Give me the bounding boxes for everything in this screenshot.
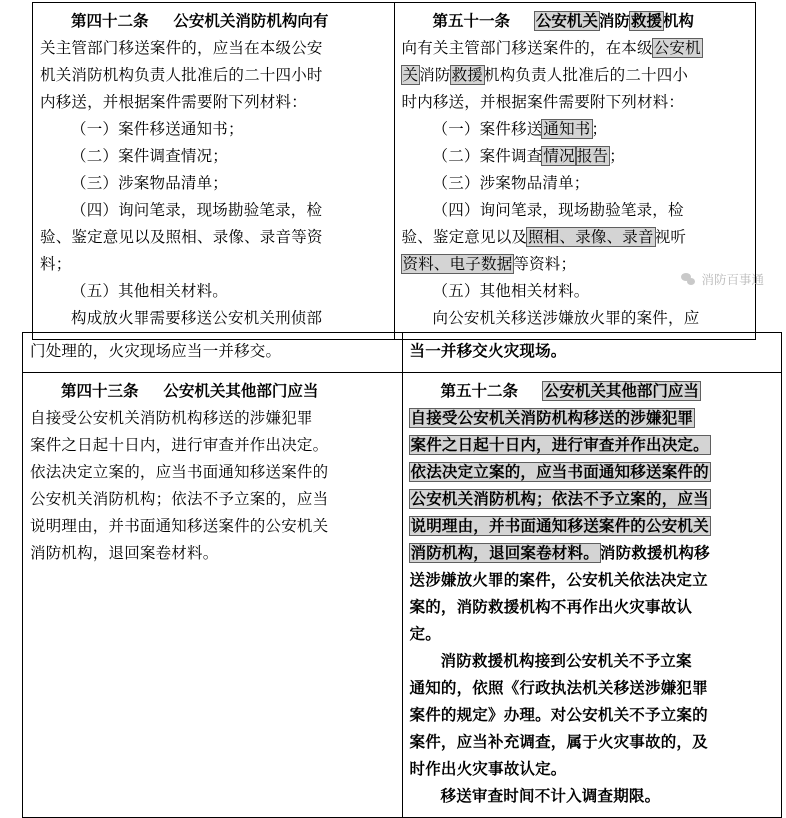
text-segment: （二）案件调查 — [432, 147, 543, 165]
table-cell-new-continuation — [402, 333, 782, 373]
revision-highlight: 报告 — [576, 147, 609, 165]
article-paragraph-2-line: 案件，应当补充调查，属于火灾事故的，及 — [409, 733, 708, 751]
article-heading-43 — [30, 378, 395, 405]
revision-highlight: 公安机关其他部门应当 — [543, 382, 699, 400]
revision-highlight: 照相、录像、录音 — [528, 228, 654, 246]
article-body-line: 关主管部门移送案件的，应当在本级公安 — [40, 39, 323, 57]
article-paragraph-3-line: 移送审查时间不计入调查期限。 — [440, 787, 661, 805]
article-body-line: 案件之日起十日内，进行审查并作出决定。 — [30, 436, 329, 454]
table-row — [23, 333, 782, 373]
text-segment: 验、鉴定意见以及 — [401, 228, 528, 246]
article-item-4: （四）询问笔录，现场勘验笔录，检 — [432, 201, 684, 219]
text-segment: ； — [591, 120, 608, 138]
article-body-line — [402, 224, 749, 251]
revision-highlight: 消防机构，退回案卷材料。 — [410, 544, 599, 562]
article-heading-52 — [410, 378, 775, 405]
revision-highlight: 自接受公安机关消防机构移送的涉嫌犯罪 — [410, 409, 694, 427]
article-body-line: 验、鉴定意见以及照相、录像、录音等资 — [40, 228, 323, 246]
article-body-line — [402, 35, 749, 62]
table-row — [23, 373, 782, 818]
revision-highlight: 通知书 — [543, 120, 591, 138]
article-paragraph-2-line: 时作出火灾事故认定。 — [409, 760, 567, 778]
heading-plain: 消防 — [598, 12, 630, 30]
article-item-3: （三）涉案物品清单； — [432, 174, 590, 192]
revision-highlight: 案件之日起十日内，进行审查并作出决定。 — [410, 436, 709, 454]
revision-highlight: 救援 — [630, 12, 662, 30]
table-cell-old-article-43 — [23, 373, 403, 818]
text-segment: （一）案件移送 — [432, 120, 543, 138]
article-item-2 — [402, 143, 749, 170]
table-row — [33, 3, 756, 340]
revision-highlight: 资料、电子数据 — [402, 255, 513, 273]
article-body-line: 机关消防机构负责人批准后的二十四小时 — [40, 66, 323, 84]
article-number: 第四十三条 — [61, 382, 139, 400]
continuation-line: 当一并移交火灾现场。 — [409, 342, 567, 360]
text-segment: 消防 — [419, 66, 451, 84]
article-body-line: 公安机关消防机构；依法不予立案的，应当 — [30, 490, 329, 508]
article-body-line: 向公安机关移送涉嫌放火罪的案件，应 — [432, 309, 700, 327]
article-body-line: 料； — [40, 255, 72, 273]
article-body-line — [410, 405, 775, 432]
article-item-1: （一）案件移送通知书； — [71, 120, 244, 138]
text-segment: 等资料； — [513, 255, 577, 273]
article-body-line — [410, 513, 775, 540]
article-body-line: 依法决定立案的，应当书面通知移送案件的 — [30, 463, 329, 481]
article-heading-text: 公安机关其他部门应当 — [163, 382, 319, 400]
article-body-line: 案的，消防救援机构不再作出火灾事故认 — [409, 598, 693, 616]
article-item-2: （二）案件调查情况； — [71, 147, 229, 165]
article-item-4: （四）询问笔录，现场勘验笔录，检 — [71, 201, 323, 219]
revision-highlight: 救援 — [451, 66, 484, 84]
revision-highlight: 公安机关消防机构；依法不予立案的，应当 — [410, 490, 709, 508]
article-heading-text: 公安机关消防机构向有 — [173, 12, 329, 30]
watermark-text: 消防百事通 — [701, 272, 764, 287]
watermark-stamp — [681, 270, 764, 288]
text-segment: 向有关主管部门移送案件的，在本级 — [401, 39, 653, 57]
comparison-table-bottom — [22, 332, 782, 818]
article-body-line — [410, 432, 775, 459]
article-body-line: 送涉嫌放火罪的案件，公安机关依法决定立 — [409, 571, 708, 589]
text-segment: 消防救援机构移 — [599, 544, 710, 562]
article-body-line: 自接受公安机关消防机构移送的涉嫌犯罪 — [30, 409, 313, 427]
continuation-line: 门处理的，火灾现场应当一并移交。 — [30, 342, 282, 360]
revision-highlight: 依法决定立案的，应当书面通知移送案件的 — [410, 463, 709, 481]
article-number: 第五十一条 — [432, 12, 511, 30]
article-item-5: （五）其他相关材料。 — [71, 282, 229, 300]
revision-highlight: 公安机关 — [535, 12, 598, 30]
revision-highlight: 关 — [402, 66, 419, 84]
article-body-line — [410, 459, 775, 486]
article-body-line: 消防机构，退回案卷材料。 — [30, 544, 219, 562]
article-item-3: （三）涉案物品清单； — [71, 174, 229, 192]
article-number: 第四十二条 — [71, 12, 149, 30]
wechat-icon — [681, 273, 696, 286]
text-segment: 机构负责人批准后的二十四小 — [484, 66, 689, 84]
heading-plain: 机构 — [662, 12, 694, 30]
text-segment: 视听 — [654, 228, 687, 246]
article-heading-51 — [402, 8, 749, 35]
revision-highlight: 情况 — [543, 147, 575, 165]
comparison-table-top — [32, 2, 756, 340]
article-body-line: 说明理由，并书面通知移送案件的公安机关 — [30, 517, 329, 535]
article-item-5: （五）其他相关材料。 — [432, 282, 590, 300]
table-cell-old-continuation — [23, 333, 403, 373]
article-paragraph-2-line: 案件的规定》办理。对公安机关不予立案的 — [409, 706, 708, 724]
table-cell-old-article-42 — [33, 3, 395, 340]
article-paragraph-2-line: 消防救援机构接到公安机关不予立案 — [440, 652, 692, 670]
revision-highlight: 公安机 — [653, 39, 701, 57]
article-body-line — [410, 486, 775, 513]
article-paragraph-2-line: 通知的，依照《行政执法机关移送涉嫌犯罪 — [409, 679, 708, 697]
table-cell-new-article-51 — [394, 3, 756, 340]
text-segment: ； — [609, 147, 625, 165]
article-body-line — [410, 540, 775, 567]
article-heading-42 — [40, 8, 387, 35]
article-body-line: 内移送，并根据案件需要附下列材料： — [40, 93, 307, 111]
article-body-line — [402, 62, 749, 89]
article-body-line: 时内移送，并根据案件需要附下列材料： — [401, 93, 685, 111]
revision-highlight: 说明理由，并书面通知移送案件的公安机关 — [410, 517, 709, 535]
article-body-line: 定。 — [409, 625, 441, 643]
article-body-line: 构成放火罪需要移送公安机关刑侦部 — [71, 309, 323, 327]
article-number: 第五十二条 — [440, 382, 519, 400]
table-cell-new-article-52 — [402, 373, 782, 818]
article-item-1 — [402, 116, 749, 143]
